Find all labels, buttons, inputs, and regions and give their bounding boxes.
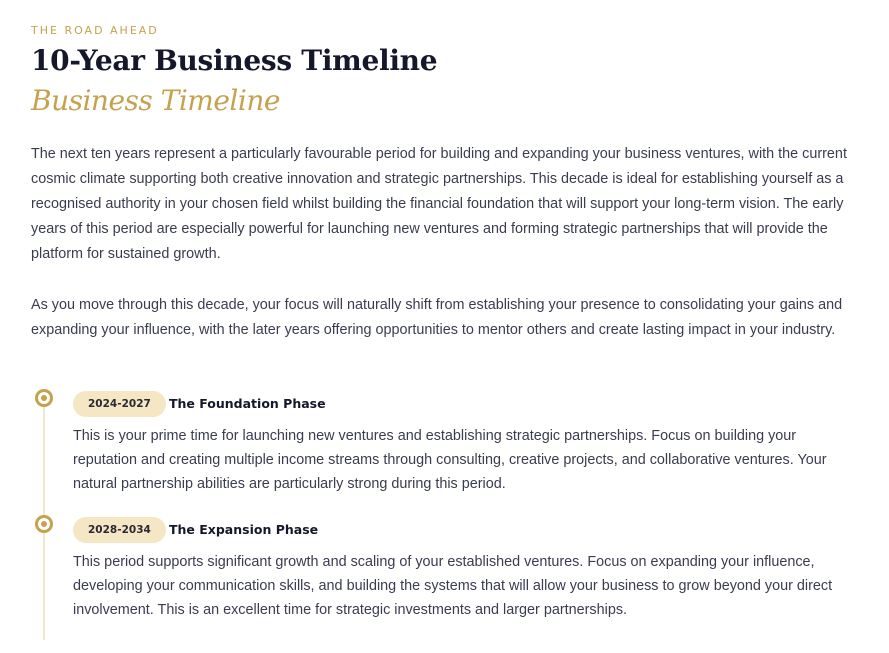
phase-title: The Foundation Phase (169, 396, 326, 411)
section-eyebrow: THE ROAD AHEAD (31, 24, 159, 37)
phase-years-badge: 2028-2034 (73, 517, 166, 543)
phase-description: This is your prime time for launching new ventures and establishing strategic partnerships. Focus on building your reputation and creating multiple income streams through consulting, creative projects, and collaborative ventures. Your natural partnership abilities are particularly strong during this period. (73, 428, 827, 492)
page-subtitle: Business Timeline (31, 84, 280, 117)
timeline-dot-icon (35, 389, 53, 407)
phase-title: The Expansion Phase (169, 522, 319, 537)
intro-paragraph-1: The next ten years represent a particularly favourable period for building and expanding your business ventures, with the current cosmic climate supporting both creative innovation and strategic partnerships. This decade is ideal for establishing yourself as a recognised authority in your chosen field whilst building the financial foundation that will support your long-term vision. The early years of this period are especially powerful for launching new ventures and forming strategic partnerships that will provide the platform for sustained growth. (31, 146, 847, 262)
phase-years-badge: 2024-2027 (73, 391, 166, 417)
intro-paragraph-2: As you move through this decade, your focus will naturally shift from establishing your presence to consolidating your gains and expanding your influence, with the later years offering opportunities to mentor others and create lasting impact in your industry. (31, 297, 843, 338)
timeline-dot-icon (35, 515, 53, 533)
page-title: 10-Year Business Timeline (31, 44, 438, 77)
phase-description: This period supports significant growth and scaling of your established ventures. Focus on expanding your influence, developing your communication skills, and building the systems that will allow your business to grow beyond your direct involvement. This is an excellent time for strategic investments and larger partnerships. (73, 554, 833, 618)
